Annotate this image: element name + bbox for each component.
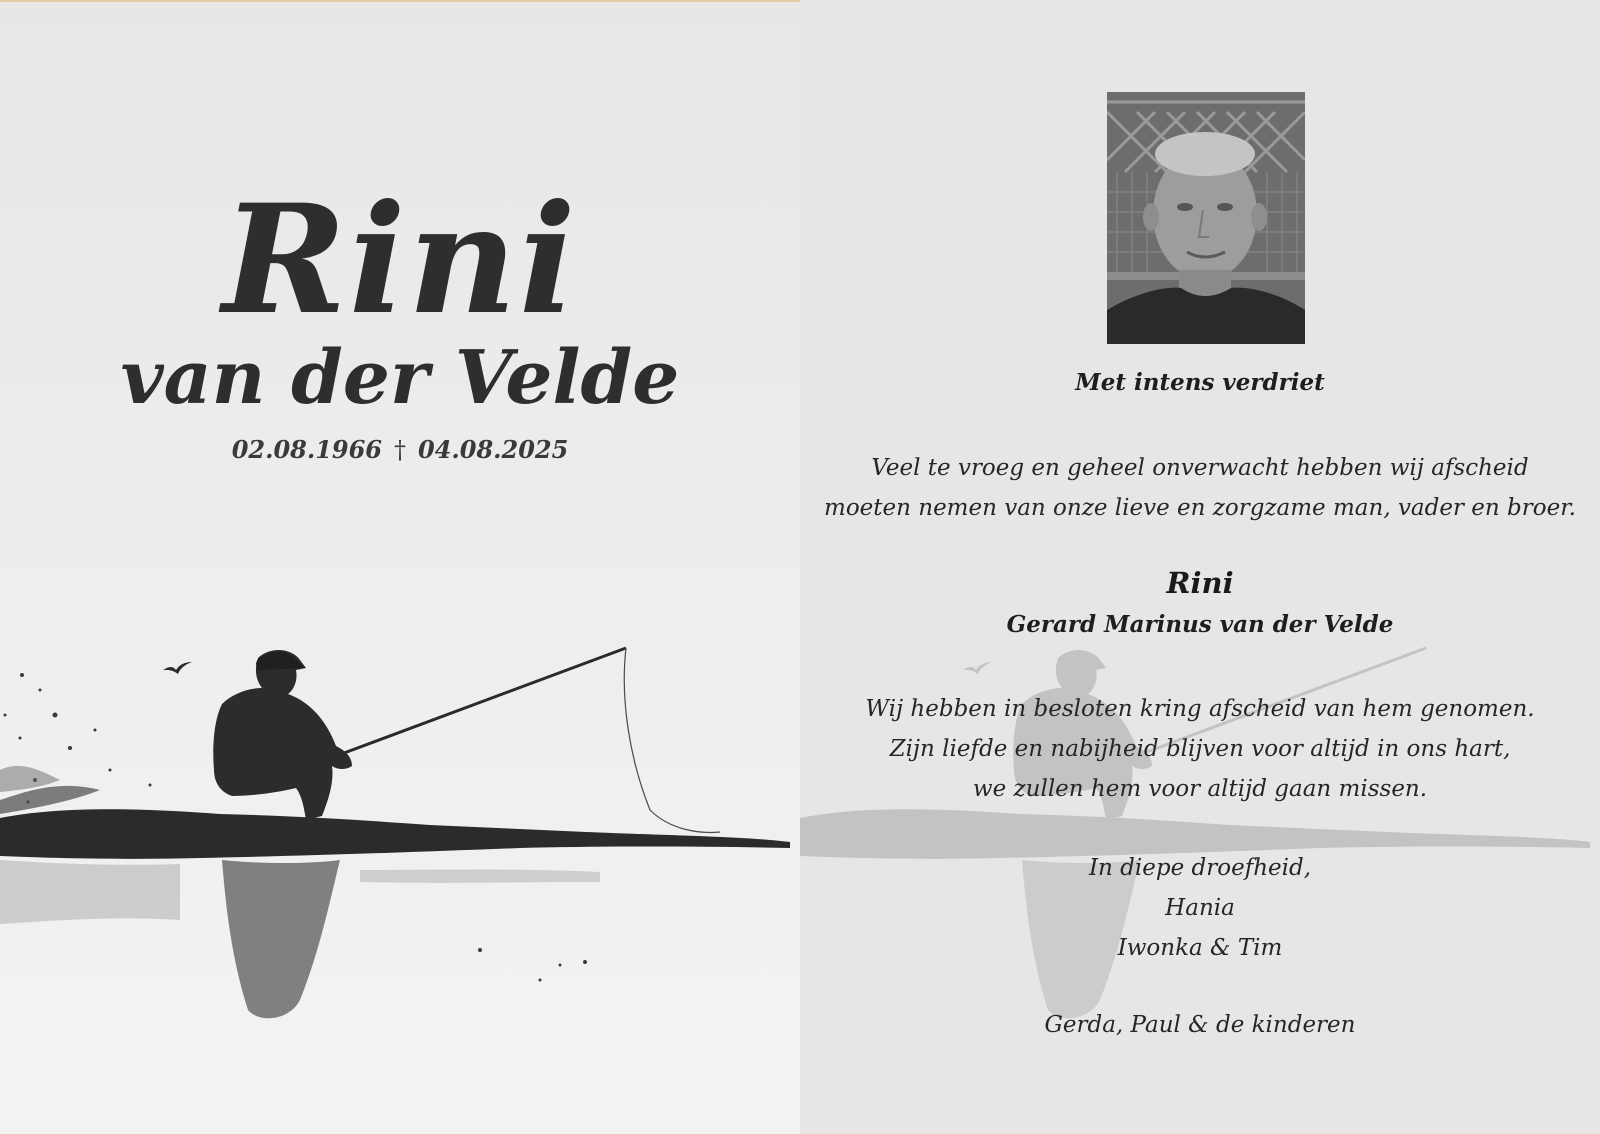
message-text xyxy=(800,689,1600,809)
birth-date: 02.08.1966 xyxy=(231,435,382,464)
inside-panel xyxy=(800,0,1600,1134)
intro-line: Veel te vroeg en geheel onverwacht hebben wij afscheid xyxy=(871,455,1529,481)
fisherman-silhouette-icon xyxy=(0,620,800,1134)
first-name: Rini xyxy=(222,172,578,348)
message-line: Wij hebben in besloten kring afscheid van hem genomen. xyxy=(865,696,1535,722)
heading: Met intens verdriet xyxy=(1075,369,1325,396)
death-date: 04.08.2025 xyxy=(418,435,569,464)
last-name: van der Velde xyxy=(120,335,680,421)
name-short: Rini xyxy=(1166,566,1234,600)
message-line: we zullen hem voor altijd gaan missen. xyxy=(972,776,1428,802)
signoff-line: Hania xyxy=(1165,895,1235,921)
signoff-line: In diepe droefheid, xyxy=(1088,855,1312,881)
signoff-line: Iwonka & Tim xyxy=(1117,935,1283,961)
family-line: Gerda, Paul & de kinderen xyxy=(1044,1012,1356,1038)
name-full: Gerard Marinus van der Velde xyxy=(1006,611,1394,638)
portrait-photo-icon xyxy=(1107,92,1305,344)
signoff-text xyxy=(800,848,1600,968)
life-dates xyxy=(0,433,800,467)
cross-icon: † xyxy=(394,436,406,464)
message-line: Zijn liefde en nabijheid blijven voor altijd in ons hart, xyxy=(889,736,1511,762)
top-accent-line xyxy=(0,0,800,2)
intro-line: moeten nemen van onze lieve en zorgzame man, vader en broer. xyxy=(824,495,1576,521)
intro-text xyxy=(800,448,1600,528)
